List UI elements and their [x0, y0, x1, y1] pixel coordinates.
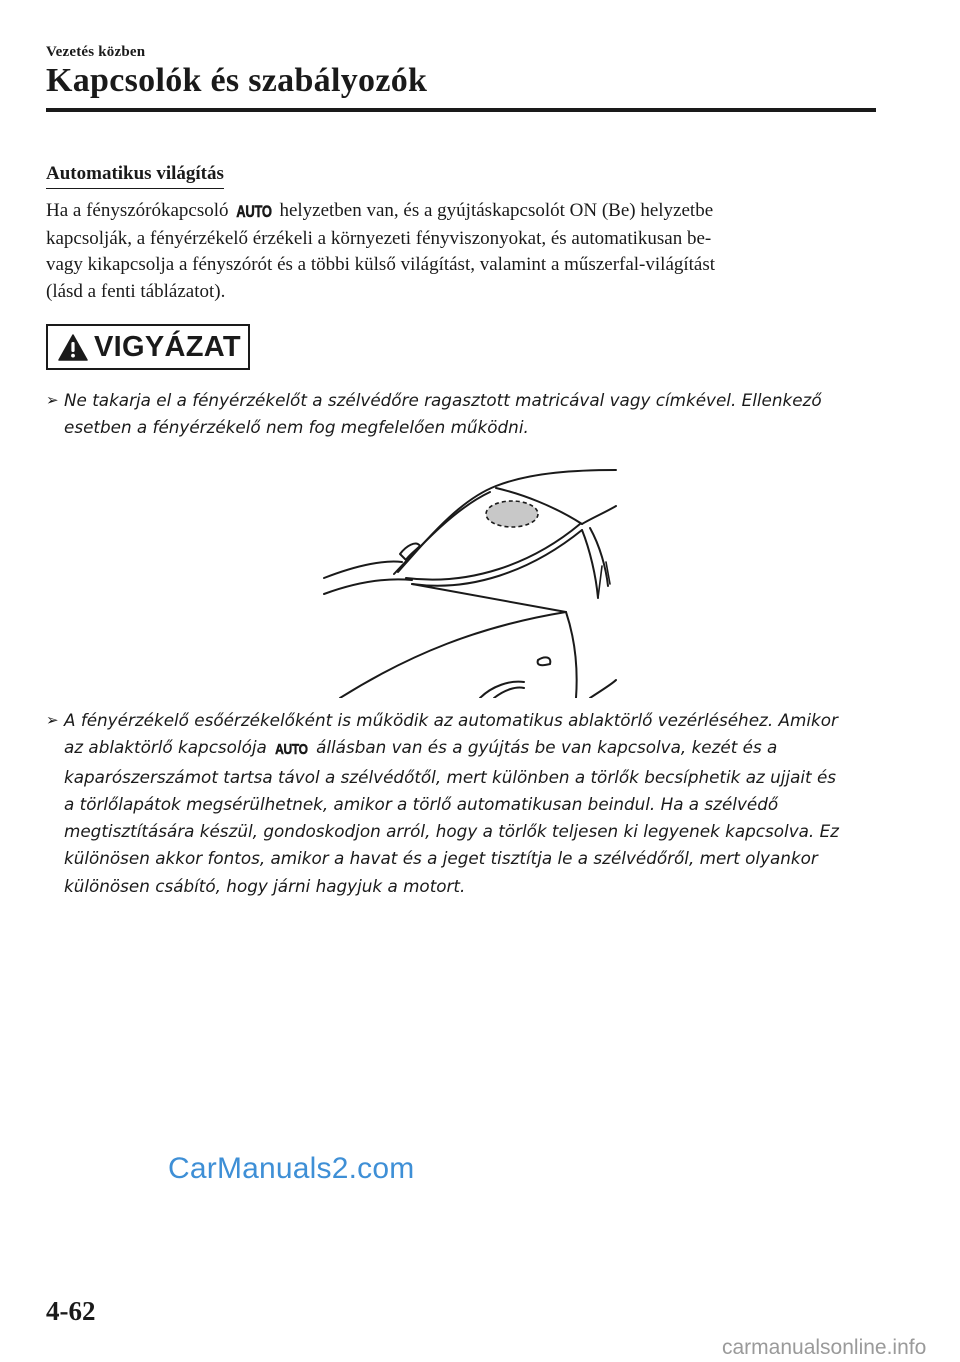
section-label: Vezetés közben	[46, 44, 146, 60]
right-arrowhead-icon: ➢	[46, 711, 59, 729]
para-line-3: vagy kikapcsolja a fényszórót és a többi külső világítást, valamint a műszerfal-világítást	[46, 254, 716, 275]
bullet2-line-3: kaparószerszámot tartsa távol a szélvédőtől, mert különben a törlők becsíphetik az ujjait és	[64, 766, 837, 787]
para-line-2: kapcsolják, a fényérzékelő érzékeli a környezeti fényviszonyokat, és automatikusan be-	[46, 227, 712, 249]
right-arrowhead-icon: ➢	[46, 391, 59, 409]
watermark-link[interactable]: CarManuals2.com	[168, 1152, 415, 1185]
bullet1-line-2: esetben a fényérzékelő nem fog megfelelően működni.	[64, 417, 529, 438]
footer-site-link[interactable]: carmanualsonline.info	[722, 1336, 927, 1359]
auto-switch-icon: AUTO	[236, 201, 272, 221]
caution-bullet-1	[46, 387, 886, 442]
bullet1-line-1: Ne takarja el a fényérzékelőt a szélvédőre ragasztott matricával vagy címkével. Ellenkező	[64, 390, 822, 410]
bullet2-line-7: különösen csábító, hogy járni hagyjuk a motort.	[64, 875, 466, 896]
bullet2-line-4: a törlőlapátok megsérülhetnek, amikor a törlő automatikusan beindul. Ha a szélvédő	[64, 793, 779, 814]
windshield-sensor-illustration	[320, 466, 620, 698]
bullet2-line-5: megtisztítására készül, gondoskodjon arról, hogy a törlők teljesen ki legyenek kapcsolva. Ez	[64, 821, 839, 842]
caution-bullet-2	[46, 707, 886, 900]
page-number: 4-62	[46, 1296, 96, 1326]
auto-switch-icon: AUTO	[275, 740, 308, 758]
header-divider	[46, 108, 876, 112]
intro-paragraph	[46, 198, 846, 305]
bullet2-line-6: különösen akkor fontos, amikor a havat és a jeget tisztítja le a szélvédőről, mert olyankor	[64, 848, 818, 869]
caution-label: VIGYÁZAT	[94, 330, 241, 363]
light-sensor-area	[486, 501, 538, 527]
bullet2-line-1: A fényérzékelő esőérzékelőként is működik az automatikus ablaktörlő vezérléséhez. Amikor	[64, 710, 838, 730]
section-heading: Automatikus világítás	[46, 163, 224, 189]
caution-box	[46, 324, 250, 370]
warning-triangle-icon	[58, 334, 88, 361]
chapter-title: Kapcsolók és szabályozók	[46, 62, 428, 99]
bullet2-line-2: az ablaktörlő kapcsolója AUTO állásban van és a gyújtás be van kapcsolva, kezét és a	[64, 734, 886, 763]
para-line-1: Ha a fényszórókapcsoló AUTO helyzetben van, és a gyújtáskapcsolót ON (Be) helyzetbe	[46, 198, 846, 226]
para-line-4: (lásd a fenti táblázatot).	[46, 280, 226, 302]
